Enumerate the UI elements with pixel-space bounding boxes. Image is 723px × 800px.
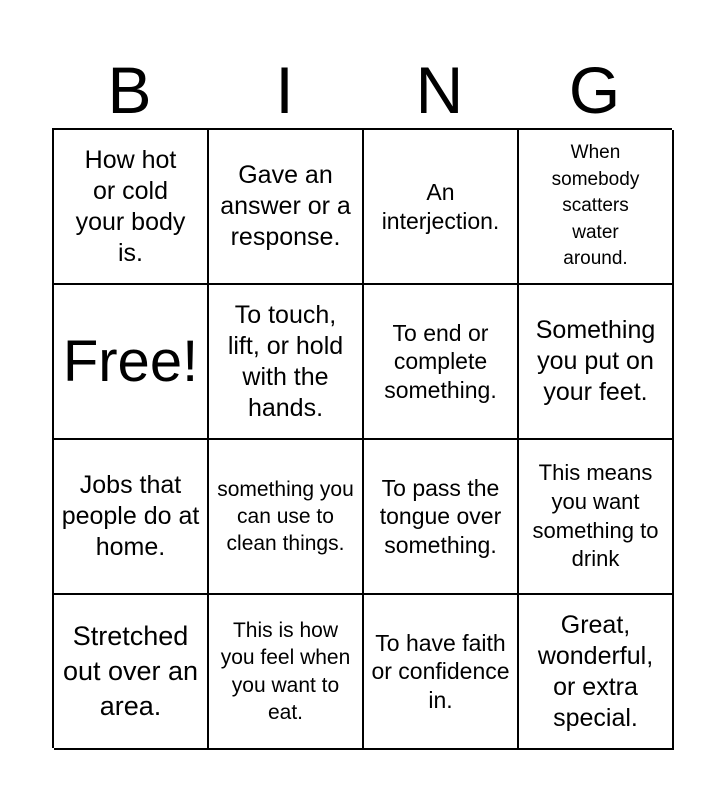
title-letter-g: G bbox=[568, 53, 621, 127]
bingo-cell-text: Gave an answer or a response. bbox=[220, 161, 351, 251]
title-letter-i: I bbox=[275, 53, 294, 127]
bingo-cell-r1-c2[interactable] bbox=[209, 130, 364, 285]
bingo-cell-text: How hot or cold your body is. bbox=[75, 145, 186, 267]
bingo-cell-text: Jobs that people do at home. bbox=[61, 471, 200, 561]
bingo-cell-text: This is how you feel when you want to eat. bbox=[220, 618, 351, 724]
bingo-cell-text: To have faith or confidence in. bbox=[371, 629, 510, 713]
bingo-cell-r2-c2[interactable] bbox=[209, 285, 364, 440]
bingo-cell-text: Free! bbox=[62, 328, 199, 394]
bingo-cell-text: This means you want something to drink bbox=[532, 460, 659, 572]
bingo-title bbox=[52, 52, 672, 128]
bingo-cell-r3-c3[interactable] bbox=[364, 440, 519, 595]
bingo-cell-r4-c4[interactable] bbox=[519, 595, 674, 750]
bingo-cell-text: An interjection. bbox=[381, 178, 500, 234]
bingo-cell-r2-c1-free[interactable] bbox=[54, 285, 209, 440]
bingo-cell-r1-c4[interactable] bbox=[519, 130, 674, 285]
bingo-cell-r4-c2[interactable] bbox=[209, 595, 364, 750]
bingo-cell-r3-c2[interactable] bbox=[209, 440, 364, 595]
bingo-cell-text: something you can use to clean things. bbox=[217, 477, 354, 556]
bingo-cell-r2-c3[interactable] bbox=[364, 285, 519, 440]
bingo-cell-text: To end or complete something. bbox=[384, 319, 497, 403]
bingo-cell-r1-c1[interactable] bbox=[54, 130, 209, 285]
title-letter-b: B bbox=[107, 53, 152, 127]
bingo-cell-r1-c3[interactable] bbox=[364, 130, 519, 285]
bingo-cell-text: To touch, lift, or hold with the hands. bbox=[227, 300, 344, 422]
bingo-grid bbox=[52, 128, 672, 748]
bingo-cell-r3-c4[interactable] bbox=[519, 440, 674, 595]
bingo-cell-text: When somebody scatters water around. bbox=[551, 142, 640, 270]
bingo-cell-text: Stretched out over an area. bbox=[62, 620, 199, 722]
title-letter-n: N bbox=[415, 53, 464, 127]
bingo-cell-text: Something you put on your feet. bbox=[535, 316, 656, 406]
bingo-cell-r3-c1[interactable] bbox=[54, 440, 209, 595]
bingo-cell-text: Great, wonderful, or extra special. bbox=[537, 610, 654, 732]
bingo-cell-text: To pass the tongue over something. bbox=[379, 474, 502, 558]
bingo-cell-r4-c1[interactable] bbox=[54, 595, 209, 750]
bingo-cell-r4-c3[interactable] bbox=[364, 595, 519, 750]
bingo-cell-r2-c4[interactable] bbox=[519, 285, 674, 440]
